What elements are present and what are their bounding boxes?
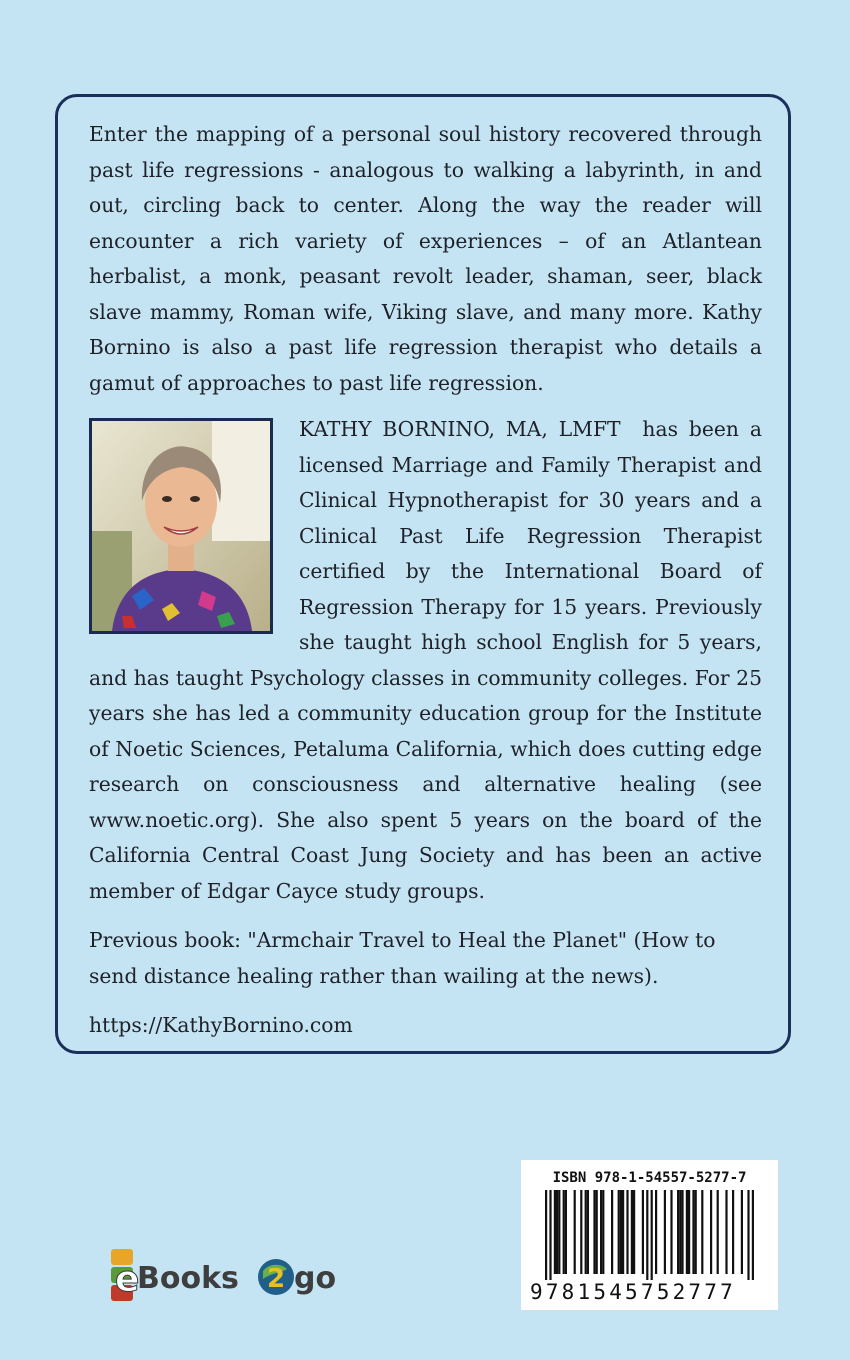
barcode-bar xyxy=(618,1190,620,1274)
barcode-bar xyxy=(695,1190,697,1274)
barcode-bar xyxy=(686,1190,688,1274)
barcode-bar xyxy=(664,1190,666,1274)
barcode-bar xyxy=(701,1190,703,1274)
author-bio-paragraph xyxy=(89,412,762,909)
barcode-bar xyxy=(725,1190,727,1274)
barcode-bar xyxy=(651,1190,653,1280)
publisher-number: 2 xyxy=(267,1264,286,1294)
publisher-suffix: go xyxy=(294,1261,337,1296)
barcode-bar xyxy=(642,1190,644,1274)
barcode-bar xyxy=(688,1190,690,1274)
barcode-bar xyxy=(587,1190,589,1274)
barcode-bar xyxy=(646,1190,648,1280)
isbn-label: ISBN 978-1-54557-5277-7 xyxy=(552,1170,747,1186)
previous-book: Previous book: "Armchair Travel to Heal the Planet" (How to send distance healing rather than wailing at the news). xyxy=(89,928,716,988)
barcode-bar xyxy=(631,1190,633,1274)
barcode-bar xyxy=(717,1190,719,1274)
barcode-bar xyxy=(554,1190,556,1274)
barcode-bar xyxy=(692,1190,694,1274)
barcode-bar xyxy=(732,1190,734,1274)
barcode-bar xyxy=(677,1190,679,1274)
barcode-bar xyxy=(611,1190,613,1274)
barcode-bar xyxy=(556,1190,558,1274)
barcode-bar xyxy=(558,1190,560,1274)
barcode-bar xyxy=(565,1190,567,1274)
barcode-bar xyxy=(679,1190,681,1274)
barcode-bar xyxy=(545,1190,547,1280)
barcode-bar xyxy=(752,1190,754,1280)
barcode-bar xyxy=(585,1190,587,1274)
barcode-bar xyxy=(626,1190,628,1274)
barcode-bar xyxy=(633,1190,635,1274)
barcode-bar xyxy=(670,1190,672,1274)
barcode-bar xyxy=(549,1190,551,1280)
isbn-barcode xyxy=(521,1160,778,1310)
publisher-logo xyxy=(111,1245,363,1311)
author-website: https://KathyBornino.com xyxy=(89,1013,353,1037)
book-blurb: Enter the mapping of a personal soul history recovered through past life regressions - analogous to walking a labyrinth, in and out, circling back to center. Along the way the reader will encounter a rich variety of experiences – of an Atlantean herbalist, a monk, peasant revolt leader, shaman, seer, black slave mammy, Roman wife, Viking slave, and many more. Kathy Bornino is also a past life regression therapist who details a gamut of approaches to past life regression. xyxy=(89,122,762,395)
author-bio: KATHY BORNINO, MA, LMFT has been a licensed Marriage and Family Therapist and Clinical Hypnotherapist for 30 years and a Clinical Past Life Regression Therapist certified by the International Board of Regression Therapy for 15 years. Previously she taught high school English for 5 years, and has taught Psychology classes in community colleges. For 25 years she has led a community education group for the Institute of Noetic Sciences, Petaluma California, which does cutting edge research on consciousness and alternative healing (see www.noetic.org). She also spent 5 years on the board of the California Central Coast Jung Society and has been an active member of Edgar Cayce study groups. xyxy=(89,417,762,903)
barcode-bar xyxy=(593,1190,595,1274)
barcode-bar xyxy=(655,1190,657,1274)
barcode-bar xyxy=(747,1190,749,1280)
barcode-bar xyxy=(574,1190,576,1274)
svg-text:e: e xyxy=(115,1259,140,1300)
barcode-bar xyxy=(710,1190,712,1274)
author-photo xyxy=(89,418,273,634)
barcode-bar xyxy=(600,1190,602,1274)
barcode-bar xyxy=(563,1190,565,1274)
barcode-bar xyxy=(622,1190,624,1274)
publisher-name: Books xyxy=(137,1261,239,1296)
barcode-bar xyxy=(681,1190,683,1274)
barcode-bar xyxy=(741,1190,743,1274)
back-cover-text xyxy=(89,117,762,1044)
ean-digits: 9781545752777 xyxy=(530,1280,736,1304)
barcode-bar xyxy=(596,1190,598,1274)
barcode-bar xyxy=(620,1190,622,1274)
barcode-bar xyxy=(580,1190,582,1274)
barcode-bars xyxy=(545,1190,755,1280)
barcode-bar xyxy=(602,1190,604,1274)
